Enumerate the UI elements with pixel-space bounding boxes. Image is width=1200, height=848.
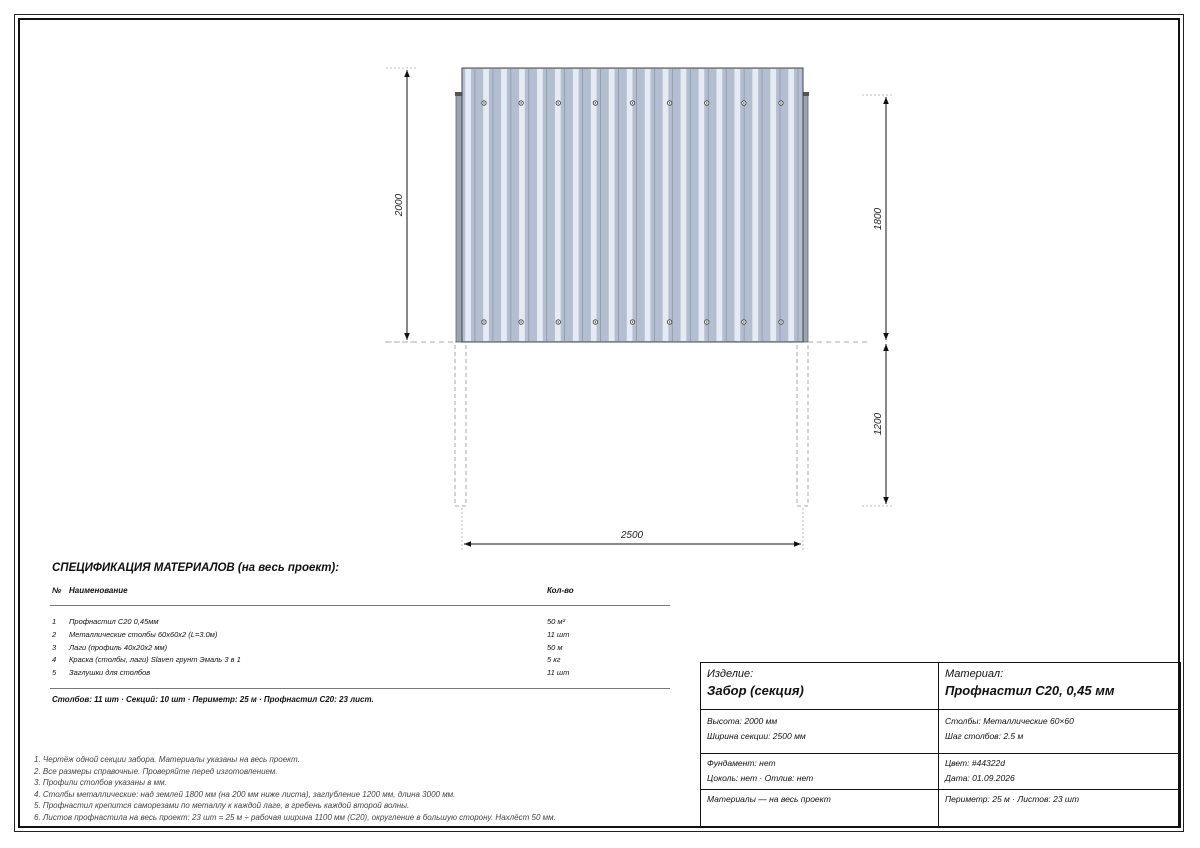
dimension-above-ground-label: 1800 [873, 207, 884, 231]
screw-center [595, 321, 596, 322]
title-block-row-main [701, 663, 1180, 710]
dimension-section-width-label: 2500 [620, 530, 644, 541]
note: 1. Чертёж одной секции забора. Материалы указаны на весь проект. [34, 755, 300, 764]
spec-header-num: № [52, 586, 62, 595]
screw-center [669, 102, 670, 103]
screw-center [706, 321, 707, 322]
spec-row [50, 616, 670, 629]
title-block-row-footer [701, 790, 1180, 827]
spec-header [50, 586, 670, 606]
spec-row [50, 629, 670, 642]
dimension-total-height [386, 68, 416, 342]
spec-row [50, 667, 670, 680]
sheet-rib-highlight [519, 69, 525, 341]
sheet-rib-highlight [734, 69, 740, 341]
sheet-rib-highlight [663, 69, 669, 341]
spec-rows [50, 606, 670, 689]
post-left-underground [455, 342, 466, 506]
sheet-rib-highlight [465, 69, 471, 341]
note: 2. Все размеры справочные. Проверяйте перед изготовлением. [34, 766, 278, 776]
spec-row-num: 2 [52, 629, 57, 639]
product-label: Изделие: [707, 668, 754, 680]
dimension-section-width [462, 508, 803, 550]
note: 4. Столбы металлические: над землей 1800 мм (на 200 мм ниже листа), заглубление 1200 мм, длина 3000 мм. [34, 789, 456, 799]
foundation-value: Фундамент: нет [707, 758, 776, 768]
material-value: Профнастил С20, 0,45 мм [945, 683, 1115, 698]
title-block-product [701, 663, 939, 709]
screw-center [632, 321, 633, 322]
spec-summary: Столбов: 11 шт · Секций: 10 шт · Периметр: 25 м · Профнастил С20: 23 лист. [52, 694, 374, 704]
post-right-underground [797, 342, 808, 506]
perimeter-value: Периметр: 25 м · Листов: 23 шт [945, 794, 1080, 804]
posts-value: Столбы: Металлические 60×60 [945, 716, 1074, 726]
spec-row-qty: 11 шт [547, 668, 570, 678]
spec-row-name: Профнастил С20 0,45мм [69, 617, 159, 626]
profiled-sheet [462, 68, 803, 342]
plinth-value: Цоколь: нет · Отлив: нет [707, 773, 814, 783]
height-value: Высота: 2000 мм [707, 716, 778, 726]
sheet-rib-highlight [573, 69, 579, 341]
sheet-rib-highlight [555, 69, 561, 341]
screw-center [595, 102, 596, 103]
title-block-posts [939, 710, 1182, 753]
dimension-total-height-label: 2000 [394, 193, 405, 217]
screw-center [743, 321, 744, 322]
screw-center [558, 321, 559, 322]
title-block-materials-note [701, 790, 939, 827]
dimension-above-ground [862, 95, 892, 340]
spec-header-name: Наименование [69, 586, 128, 595]
sheet-rib-highlight [645, 69, 651, 341]
title-block-row-sizes [701, 710, 1180, 754]
spec-row-num: 3 [52, 642, 57, 652]
spec-title: СПЕЦИФИКАЦИЯ МАТЕРИАЛОВ (на весь проект): [52, 562, 340, 574]
spec-row-qty: 50 м² [547, 617, 566, 626]
sheet-rib-highlight [770, 69, 776, 341]
post-step-value: Шаг столбов: 2.5 м [945, 731, 1024, 741]
color-value: Цвет: #44322d [945, 758, 1005, 768]
sheet-rib-highlight [699, 69, 705, 341]
title-block-foundation [701, 754, 939, 789]
spec-row-num: 1 [52, 617, 57, 626]
drawing-notes [34, 754, 694, 824]
spec-row-num: 5 [52, 668, 57, 678]
spec-row-name: Металлические столбы 60х60х2 (L=3.0м) [69, 629, 218, 639]
screw-center [743, 102, 744, 103]
sheet-rib-highlight [537, 69, 543, 341]
spec-row [50, 654, 670, 667]
materials-note-value: Материалы — на весь проект [707, 794, 831, 804]
note: 6. Листов профнастила на весь проект: 23 шт = 25 м ÷ рабочая ширина 1100 мм (С20), округление в большую сторону. Нахлёст 50 мм. [34, 812, 556, 822]
dimension-depth [862, 344, 892, 506]
title-block-perimeter [939, 790, 1182, 827]
spec-row-qty: 50 м [547, 642, 563, 652]
product-value: Забор (секция) [707, 683, 804, 698]
screw-center [520, 102, 521, 103]
screw-center [632, 102, 633, 103]
material-label: Материал: [945, 668, 1004, 680]
screw-center [483, 102, 484, 103]
screw-center [780, 102, 781, 103]
spec-row-name: Краска (столбы, лаги) Slaven грунт Эмаль 3 в 1 [69, 655, 241, 665]
sheet-rib-highlight [752, 69, 758, 341]
screw-center [780, 321, 781, 322]
sheet-rib-highlight [483, 69, 489, 341]
sheet-rib-highlight [681, 69, 687, 341]
spec-row-qty: 11 шт [547, 629, 570, 639]
materials-specification [50, 562, 670, 704]
sheet-rib-highlight [627, 69, 633, 341]
spec-row [50, 642, 670, 655]
dimension-depth-label: 1200 [873, 412, 884, 436]
note: 3. Профили столбов указаны в мм. [34, 778, 167, 788]
note: 5. Профнастил крепится саморезами по металлу к каждой лаге, в гребень каждой второй волны. [34, 801, 410, 811]
sheet-rib-highlight [788, 69, 794, 341]
title-block-color-date [939, 754, 1182, 789]
date-value: Дата: 01.09.2026 [945, 773, 1015, 783]
spec-row-qty: 5 кг [547, 655, 561, 665]
screw-center [520, 321, 521, 322]
screw-center [706, 102, 707, 103]
sheet-rib-highlight [609, 69, 615, 341]
screw-center [558, 102, 559, 103]
screw-center [483, 321, 484, 322]
spec-row-name: Заглушки для столбов [69, 668, 151, 678]
title-block-material [939, 663, 1182, 709]
sheet-rib-highlight [501, 69, 507, 341]
sheet-rib-highlight [591, 69, 597, 341]
width-value: Ширина секции: 2500 мм [707, 731, 806, 741]
spec-header-qty: Кол-во [547, 586, 574, 595]
title-block [700, 662, 1181, 828]
spec-row-name: Лаги (профиль 40х20х2 мм) [69, 642, 168, 652]
spec-row-num: 4 [52, 655, 57, 665]
sheet-rib-highlight [716, 69, 722, 341]
title-block-row-foundation [701, 754, 1180, 790]
title-block-sizes [701, 710, 939, 753]
screw-center [669, 321, 670, 322]
